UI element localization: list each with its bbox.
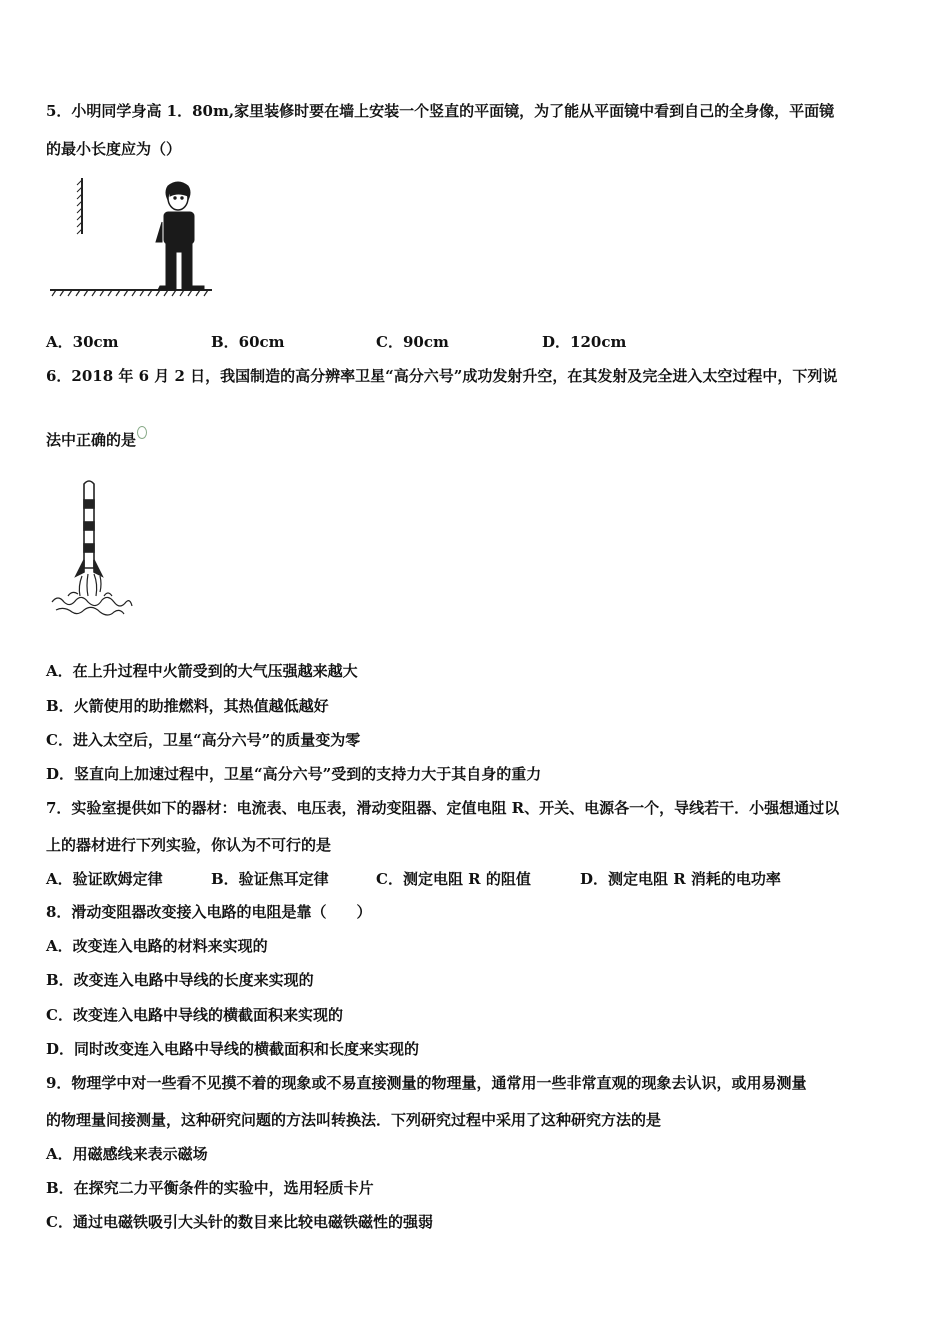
blank-circle-icon <box>137 426 147 439</box>
q9-option-a[interactable]: A．用磁感线来表示磁场 <box>46 1145 208 1163</box>
rocket-figure <box>48 478 138 620</box>
q6-stem-line2-wrap <box>46 430 147 450</box>
q6-option-a[interactable]: A．在上升过程中火箭受到的大气压强越来越大 <box>46 662 358 680</box>
q9-stem-line2: 的物理量间接测量，这种研究问题的方法叫转换法．下列研究过程中采用了这种研究方法的是 <box>46 1111 662 1129</box>
q5-stem-line2: 的最小长度应为（） <box>46 140 182 158</box>
q9-option-b[interactable]: B．在探究二力平衡条件的实验中，选用轻质卡片 <box>46 1179 374 1197</box>
q7-option-b[interactable]: B．验证焦耳定律 <box>211 870 329 888</box>
q8-option-a[interactable]: A．改变连入电路的材料来实现的 <box>46 937 268 955</box>
q7-option-a[interactable]: A．验证欧姆定律 <box>46 870 163 888</box>
q5-option-b[interactable]: B．60cm <box>211 333 285 351</box>
q7-option-c[interactable]: C．测定电阻 R 的阻值 <box>376 870 531 888</box>
q5-option-d[interactable]: D．120cm <box>542 333 627 351</box>
q6-stem-line2: 法中正确的是 <box>46 431 137 449</box>
q5-stem-line1: 5．小明同学身高 1．80m,家里装修时要在墙上安装一个竖直的平面镜，为了能从平面镜中看到自己的全身像，平面镜 <box>46 102 835 120</box>
q8-stem-line1: 8．滑动变阻器改变接入电路的电阻是靠（ ） <box>46 903 372 921</box>
wall-mirror <box>77 178 82 234</box>
q7-stem-line2: 上的器材进行下列实验，你认为不可行的是 <box>46 836 332 854</box>
q6-option-d[interactable]: D．竖直向上加速过程中，卫星“高分六号”受到的支持力大于其自身的重力 <box>46 765 542 783</box>
q7-option-d[interactable]: D．测定电阻 R 消耗的电功率 <box>580 870 781 888</box>
rocket <box>76 481 102 596</box>
q8-option-d[interactable]: D．同时改变连入电路中导线的横截面积和长度来实现的 <box>46 1040 420 1058</box>
q8-option-c[interactable]: C．改变连入电路中导线的横截面积来实现的 <box>46 1006 343 1024</box>
ground <box>50 290 212 296</box>
q6-stem-line1: 6．2018 年 6 月 2 日，我国制造的高分辨率卫星“高分六号”成功发射升空，在其发射及完全进入太空过程中，下列说 <box>46 367 838 385</box>
q6-option-c[interactable]: C．进入太空后，卫星“高分六号”的质量变为零 <box>46 731 361 749</box>
q7-stem-line1: 7．实验室提供如下的器材：电流表、电压表，滑动变阻器、定值电阻 R、开关、电源各一个，导线若干．小强想通过以 <box>46 799 840 817</box>
q5-option-a[interactable]: A．30cm <box>46 333 119 351</box>
person <box>156 182 204 290</box>
exhaust-smoke <box>52 592 132 615</box>
mirror-person-figure <box>46 172 216 304</box>
q9-option-c[interactable]: C．通过电磁铁吸引大头针的数目来比较电磁铁磁性的强弱 <box>46 1213 433 1231</box>
q9-stem-line1: 9．物理学中对一些看不见摸不着的现象或不易直接测量的物理量，通常用一些非常直观的现象去认识，或用易测量 <box>46 1074 807 1092</box>
q6-option-b[interactable]: B．火箭使用的助推燃料，其热值越低越好 <box>46 697 329 715</box>
q8-option-b[interactable]: B．改变连入电路中导线的长度来实现的 <box>46 971 314 989</box>
q5-option-c[interactable]: C．90cm <box>376 333 449 351</box>
